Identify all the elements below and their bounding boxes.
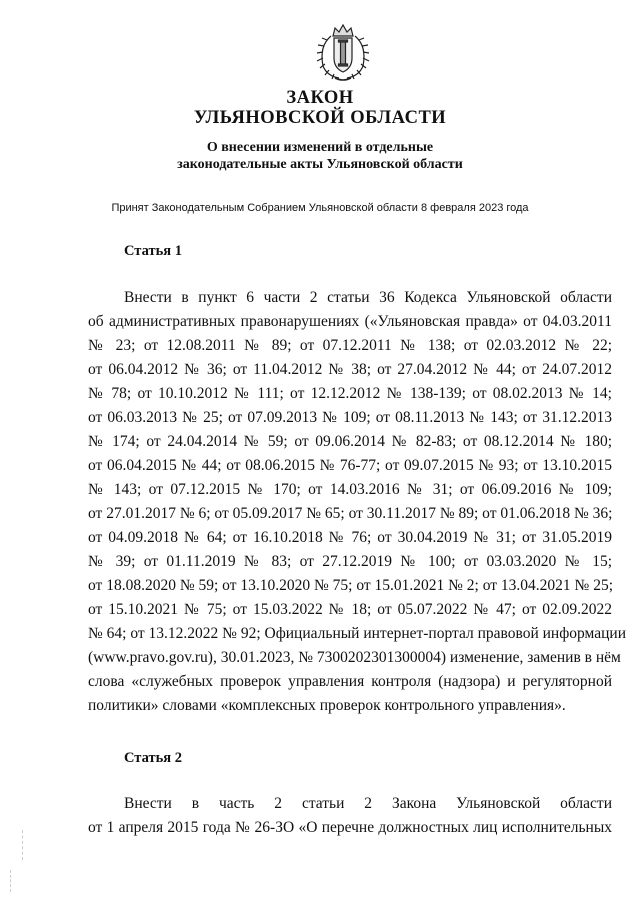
- article-1-line: от 18.08.2020 № 59; от 13.10.2020 № 75; от 15.01.2021 № 2; от 13.04.2021 № 25;: [88, 577, 614, 594]
- article-1-line: политики» словами «комплексных проверок контрольного управления».: [88, 697, 566, 714]
- article-1-line: № 64; от 13.12.2022 № 92; Официальный интернет-портал правовой информации: [88, 625, 626, 642]
- article-2-line: Внести в часть 2 статьи 2 Закона Ульяновской области: [124, 795, 612, 812]
- article-1-line: № 78; от 10.10.2012 № 111; от 12.12.2012 № 138-139; от 08.02.2013 № 14;: [88, 385, 612, 402]
- article-1-heading: Статья 1: [124, 243, 182, 259]
- law-subject-line-1: О внесении изменений в отдельные: [206, 140, 434, 155]
- coat-of-arms-icon: [305, 22, 381, 84]
- law-title: ЗАКОН: [286, 88, 354, 108]
- article-1-line: № 174; от 24.04.2014 № 59; от 09.06.2014 № 82-83; от 08.12.2014 № 180;: [88, 433, 612, 450]
- article-2-line: от 1 апреля 2015 года № 26-ЗО «О перечне должностных лиц исполнительных: [88, 819, 612, 836]
- article-1-line: № 23; от 12.08.2011 № 89; от 07.12.2011 № 138; от 02.03.2012 № 22;: [88, 337, 612, 354]
- article-1-line: слова «служебных проверок управления контроля (надзора) и регуляторной: [88, 673, 612, 690]
- article-1-line: от 06.03.2013 № 25; от 07.09.2013 № 109; от 08.11.2013 № 143; от 31.12.2013: [88, 409, 612, 426]
- region-title: УЛЬЯНОВСКОЙ ОБЛАСТИ: [193, 108, 447, 128]
- article-1-line: от 15.10.2021 № 75; от 15.03.2022 № 18; от 05.07.2022 № 47; от 02.09.2022: [88, 601, 612, 618]
- article-1-line: Внести в пункт 6 части 2 статьи 36 Кодекса Ульяновской области: [124, 289, 612, 306]
- article-1-line: № 143; от 07.12.2015 № 170; от 14.03.2016 № 31; от 06.09.2016 № 109;: [88, 481, 612, 498]
- article-1-line: от 06.04.2015 № 44; от 08.06.2015 № 76-77; от 09.07.2015 № 93; от 13.10.2015: [88, 457, 612, 474]
- article-2-heading: Статья 2: [124, 750, 182, 766]
- article-1-line: об административных правонарушениях («Ульяновская правда» от 04.03.2011: [88, 313, 612, 330]
- article-1-line: (www.pravo.gov.ru), 30.01.2023, № 7300202301300004) изменение, заменив в нём: [88, 649, 621, 666]
- article-1-line: от 06.04.2012 № 36; от 11.04.2012 № 38; от 27.04.2012 № 44; от 24.07.2012: [88, 361, 612, 378]
- article-1-line: № 39; от 01.11.2019 № 83; от 27.12.2019 № 100; от 03.03.2020 № 15;: [88, 553, 612, 570]
- law-subject-line-2: законодательные акты Ульяновской области: [177, 157, 463, 172]
- article-1-line: от 27.01.2017 № 6; от 05.09.2017 № 65; от 30.11.2017 № 89; от 01.06.2018 № 36;: [88, 505, 613, 522]
- adoption-note: Принят Законодательным Собранием Ульяновской области 8 февраля 2023 года: [111, 202, 529, 214]
- scan-artifact: [10, 870, 11, 892]
- scan-artifact: [22, 830, 23, 860]
- article-1-line: от 04.09.2018 № 64; от 16.10.2018 № 76; от 30.04.2019 № 31; от 31.05.2019: [88, 529, 612, 546]
